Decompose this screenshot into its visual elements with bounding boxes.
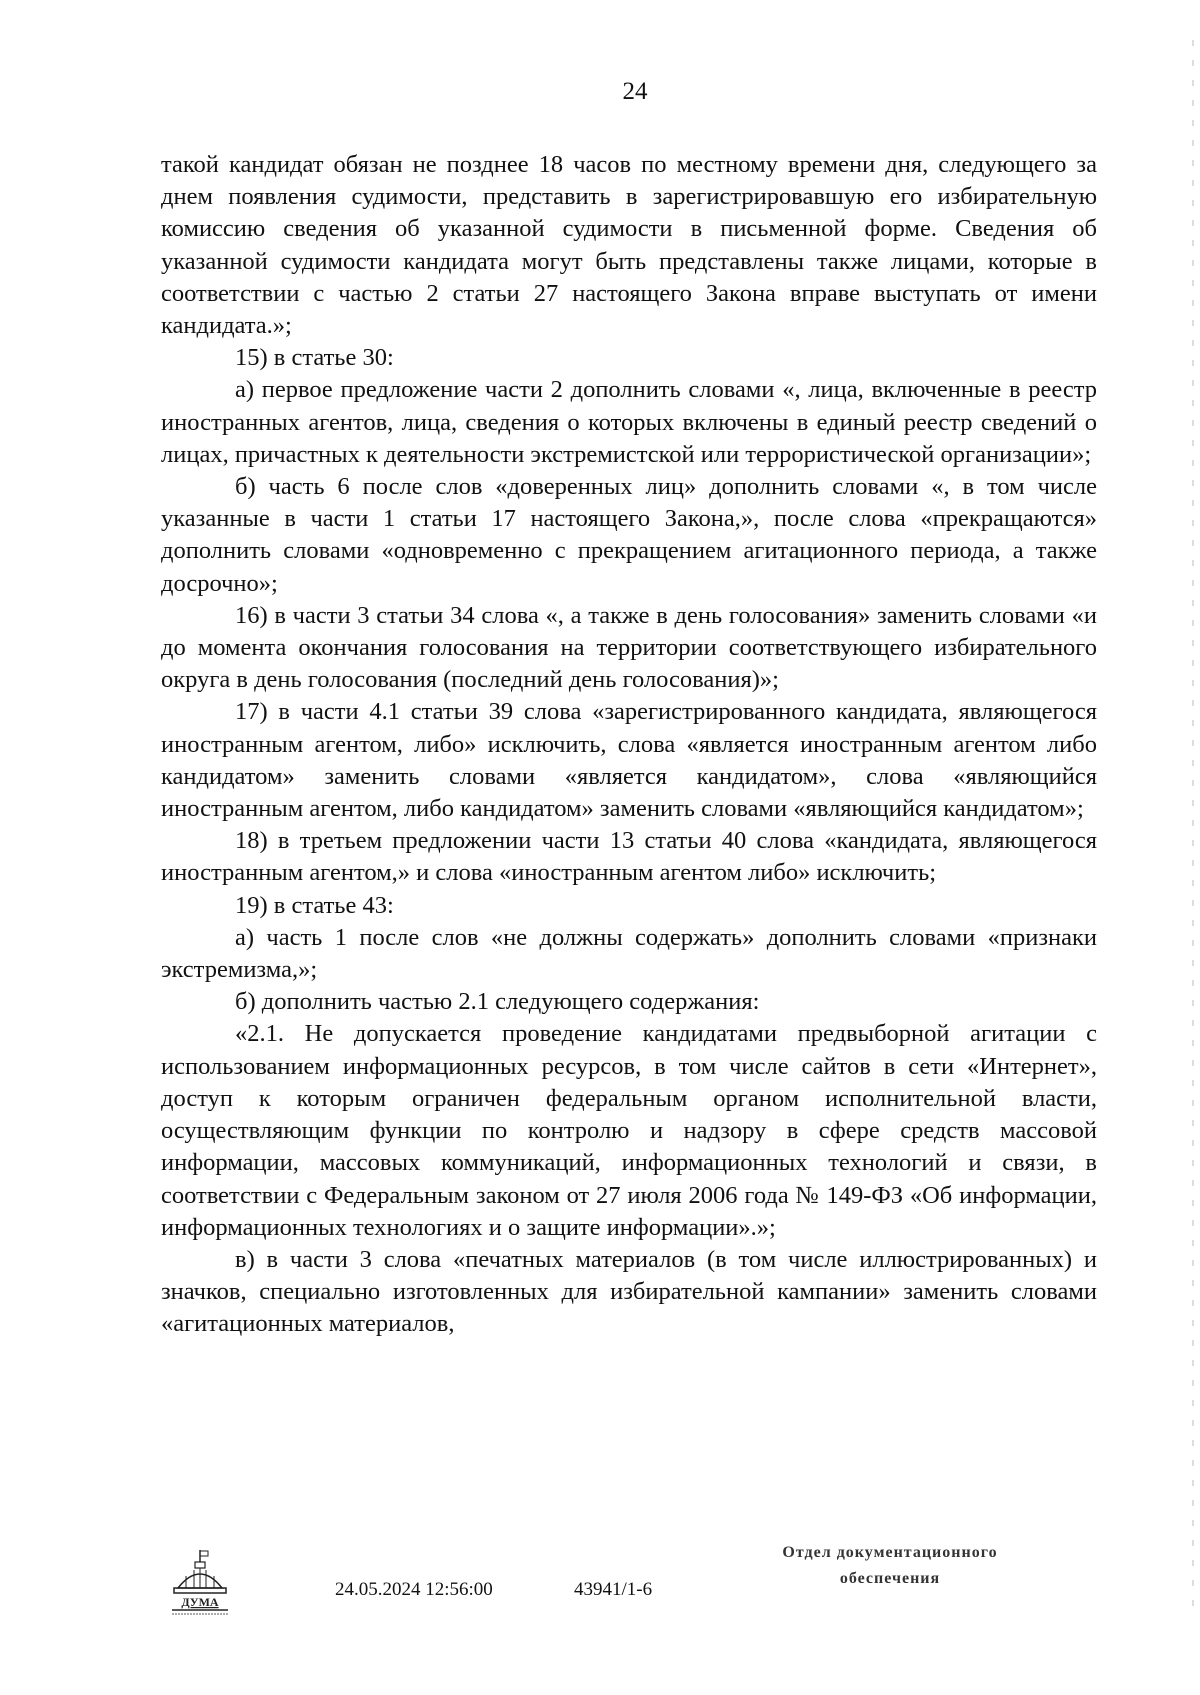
paragraph: а) часть 1 после слов «не должны содержать» дополнить словами «признаки экстремизма,»;	[161, 923, 1097, 984]
footer-department	[740, 1540, 1040, 1592]
paragraph: 15) в статье 30:	[235, 344, 394, 372]
duma-logo-icon	[168, 1548, 232, 1620]
scan-edge-marks	[1192, 40, 1194, 1620]
paragraph: 16) в части 3 статьи 34 слова «, а также в день голосования» заменить словами «и до момента окончания голосования на территории соответствующего избирательного округа в день голосования (последний день голосования)»;	[161, 601, 1097, 694]
department-line: обеспечения	[839, 1570, 941, 1587]
paragraph: такой кандидат обязан не позднее 18 часов по местному времени дня, следующего за днем появления судимости, представить в зарегистрировавшую его избирательную комиссию сведения об указанной судимости в письменной форме. Сведения об указанной судимости кандидата могут быть представлены также лицами, которые в соответствии с частью 2 статьи 27 настоящего Закона вправе выступать от имени кандидата.»;	[161, 151, 1097, 340]
page-number: 24	[622, 78, 648, 105]
paragraph: «2.1. Не допускается проведение кандидатами предвыборной агитации с использованием информационных ресурсов, в том числе сайтов в сети «Интернет», доступ к которым ограничен федеральным органом исполнительной власти, осуществляющим функции по контролю и надзору в сфере средств массовой информации, массовых коммуникаций, информационных технологий и связи, в соответствии с Федеральным законом от 27 июля 2006 года № 149-ФЗ «Об информации, информационных технологиях и о защите информации».»;	[161, 1020, 1097, 1241]
paragraph: а) первое предложение части 2 дополнить словами «, лица, включенные в реестр иностранных агентов, лица, сведения о которых включены в единый реестр сведений о лицах, причастных к деятельности экстремистской или террористической организации»;	[161, 376, 1097, 468]
footer-datetime: 24.05.2024 12:56:00	[335, 1579, 493, 1600]
document-body	[161, 149, 1097, 1341]
paragraph: б) дополнить частью 2.1 следующего содержания:	[235, 988, 760, 1016]
paragraph: 19) в статье 43:	[235, 891, 394, 919]
logo-text: ДУМА	[181, 1595, 219, 1609]
paragraph: 18) в третьем предложении части 13 статьи 40 слова «кандидата, являющегося иностранным агентом,» и слова «иностранным агентом либо» исключить;	[161, 827, 1097, 887]
department-line: Отдел документационного	[782, 1544, 998, 1561]
footer-doc-number: 43941/1-6	[574, 1579, 653, 1600]
paragraph: б) часть 6 после слов «доверенных лиц» дополнить словами «, в том числе указанные в части 1 статьи 17 настоящего Закона,», после слова «прекращаются» дополнить словами «одновременно с прекращением агитационного периода, а также досрочно»;	[161, 473, 1097, 597]
paragraph: 17) в части 4.1 статьи 39 слова «зарегистрированного кандидата, являющегося иностранным агентом, либо» исключить, слова «является иностранным агентом либо кандидатом» заменить словами «является кандидатом», слова «являющийся иностранным агентом, либо кандидатом» заменить словами «являющийся кандидатом»;	[161, 698, 1097, 823]
paragraph: в) в части 3 слова «печатных материалов (в том числе иллюстрированных) и значков, специально изготовленных для избирательной кампании» заменить словами «агитационных материалов,	[161, 1245, 1097, 1338]
